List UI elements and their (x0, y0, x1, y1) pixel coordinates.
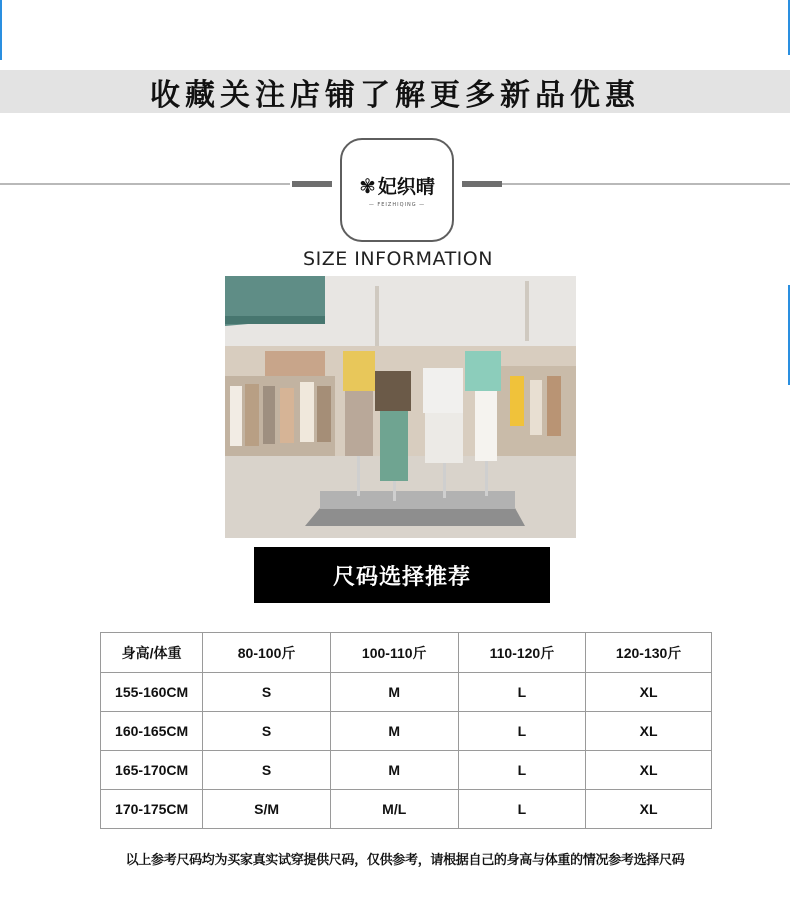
table-cell-height: 160-165CM (101, 712, 203, 751)
table-cell-size: XL (586, 751, 712, 790)
table-cell-size: M (330, 673, 458, 712)
table-cell-size: XL (586, 673, 712, 712)
table-cell-size: L (458, 712, 586, 751)
table-header-cell: 110-120斤 (458, 633, 586, 673)
store-photo-illustration (225, 276, 576, 538)
table-header-cell: 120-130斤 (586, 633, 712, 673)
divider-dash-right (462, 181, 502, 187)
table-header-row (101, 633, 712, 673)
size-recommend-bar (254, 547, 550, 603)
table-row (101, 712, 712, 751)
table-cell-size: M/L (330, 790, 458, 829)
size-recommend-title: 尺码选择推荐 (332, 564, 471, 590)
table-cell-size: XL (586, 790, 712, 829)
table-cell-size: XL (586, 712, 712, 751)
table-cell-size: L (458, 673, 586, 712)
divider-left (0, 183, 290, 185)
table-header-cell: 身高/体重 (101, 633, 203, 673)
table-cell-size: M (330, 712, 458, 751)
brand-name: 妃织晴 (377, 176, 435, 198)
brand-logo (340, 138, 454, 242)
table-cell-size: L (458, 790, 586, 829)
table-cell-size: S/M (203, 790, 331, 829)
table-cell-size: S (203, 751, 331, 790)
left-edge-line (0, 0, 2, 60)
flower-icon: ✾ (359, 173, 376, 198)
promo-banner (0, 70, 790, 113)
store-photo (225, 276, 576, 538)
size-footnote: 以上参考尺码均为买家真实试穿提供尺码，仅供参考，请根据自己的身高与体重的情况参考选择尺码 (125, 853, 685, 868)
table-cell-size: L (458, 751, 586, 790)
promo-banner-text: 收藏关注店铺了解更多新品优惠 (150, 77, 640, 113)
table-cell-height: 170-175CM (101, 790, 203, 829)
divider-right (500, 183, 790, 185)
divider-dash-left (292, 181, 332, 187)
table-cell-size: S (203, 712, 331, 751)
size-info-heading: SIZE INFORMATION (303, 248, 493, 270)
table-header-cell: 80-100斤 (203, 633, 331, 673)
table-cell-height: 155-160CM (101, 673, 203, 712)
table-cell-size: M (330, 751, 458, 790)
table-cell-height: 165-170CM (101, 751, 203, 790)
table-cell-size: S (203, 673, 331, 712)
table-header-cell: 100-110斤 (330, 633, 458, 673)
size-table (100, 632, 712, 829)
table-row (101, 751, 712, 790)
brand-subname: — FEIZHIQING — (368, 202, 426, 208)
table-row (101, 790, 712, 829)
table-row (101, 673, 712, 712)
